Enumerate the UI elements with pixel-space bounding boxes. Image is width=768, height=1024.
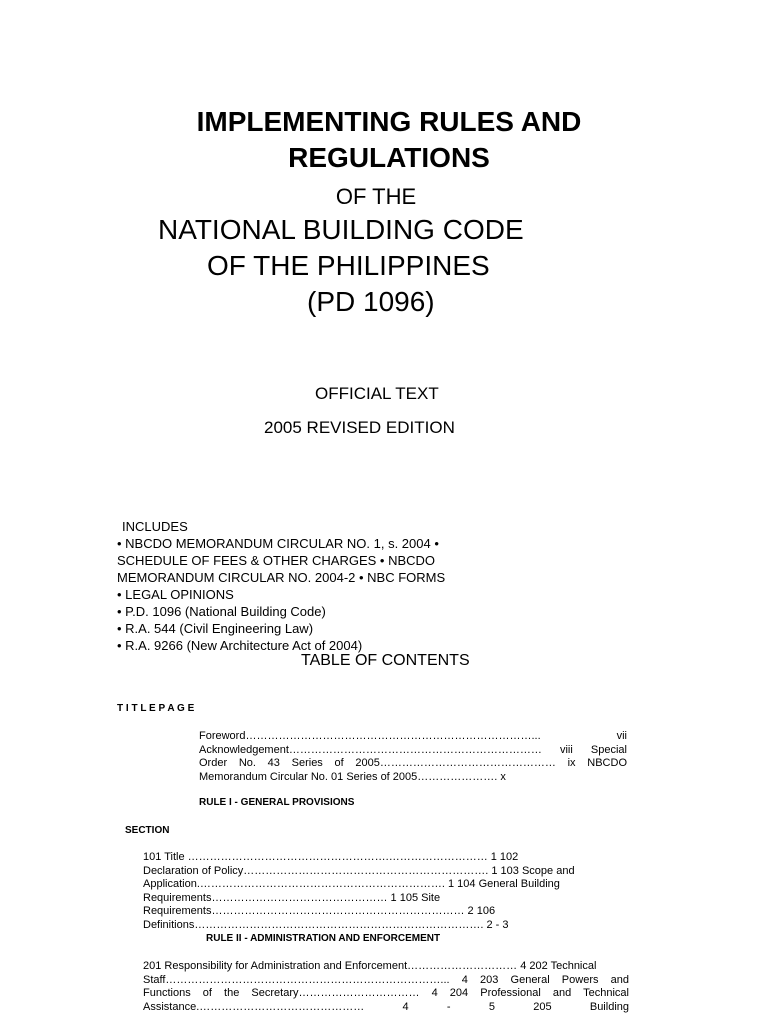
title-line-5: OF THE PHILIPPINES xyxy=(207,250,490,281)
toc-entry: Requirements………………………………………… 1 105 Site xyxy=(143,891,441,904)
toc-entry: Memorandum Circular No. 01 Series of 2005…………………. x xyxy=(199,770,506,783)
includes-line: MEMORANDUM CIRCULAR NO. 2004-2 • NBC FORMS xyxy=(117,570,446,585)
title-line-4: NATIONAL BUILDING CODE xyxy=(158,214,524,245)
includes-heading: INCLUDES xyxy=(122,519,188,534)
title-line-1: IMPLEMENTING RULES AND xyxy=(196,106,582,137)
rule-2-list xyxy=(143,960,629,1014)
toc-entry: Staff…………………………………………………………………... 4 203 General Powers and xyxy=(143,973,629,986)
rule-1-list xyxy=(143,851,623,932)
toc-entry: Declaration of Policy…………………………………………………………. 1 103 Scope and xyxy=(143,864,575,877)
title-line-6: (PD 1096) xyxy=(307,286,435,317)
toc-entry: Functions of the Secretary…………………………… 4 204 Professional and Technical xyxy=(143,987,629,999)
title-line-2: REGULATIONS xyxy=(288,142,490,173)
includes-line: • R.A. 9266 (New Architecture Act of 2004) xyxy=(117,638,363,653)
toc-entry: Order No. 43 Series of 2005………………………………………… ix NBCDO xyxy=(199,757,627,769)
includes-line: • R.A. 544 (Civil Engineering Law) xyxy=(117,621,314,636)
rule-2-heading: RULE II - ADMINISTRATION AND ENFORCEMENT xyxy=(206,933,441,944)
toc-entry: Assistance.……………………………………… 4 - 5 205 Building xyxy=(143,1000,629,1013)
toc-entry: 201 Responsibility for Administration and Enforcement………………………… 4 202 Technical xyxy=(143,960,597,972)
toc-entry: Foreword……………………………………………………………………... vii xyxy=(199,730,627,742)
rule-1-heading: RULE I - GENERAL PROVISIONS xyxy=(199,797,355,808)
toc-heading: TABLE OF CONTENTS xyxy=(301,652,470,669)
title-line-3: OF THE xyxy=(335,184,417,209)
includes-line: • LEGAL OPINIONS xyxy=(117,587,234,602)
section-heading: SECTION xyxy=(125,825,170,836)
includes-line: SCHEDULE OF FEES & OTHER CHARGES • NBCDO xyxy=(117,553,436,568)
toc-entry: 101 Title ……………………………………………….……………………… 1 102 xyxy=(143,851,519,863)
includes-line: • NBCDO MEMORANDUM CIRCULAR NO. 1, s. 2004 • xyxy=(117,536,439,551)
front-matter-list xyxy=(199,730,627,784)
official-text: OFFICIAL TEXT xyxy=(315,384,439,403)
toc-entry: Definitions……………………………………………………………………. 2 - 3 xyxy=(143,918,509,931)
titlepage-heading: T I T L E P A G E xyxy=(117,703,195,714)
toc-entry: Requirements…………………………………………………………… 2 106 xyxy=(143,905,496,917)
includes-line: • P.D. 1096 (National Building Code) xyxy=(117,604,326,619)
edition: 2005 REVISED EDITION xyxy=(264,418,455,437)
toc-entry: Acknowledgement…………………………………………………………… viii Special xyxy=(199,743,627,756)
toc-entry: Application.…………………………………………………………. 1 104 General Building xyxy=(143,878,560,890)
